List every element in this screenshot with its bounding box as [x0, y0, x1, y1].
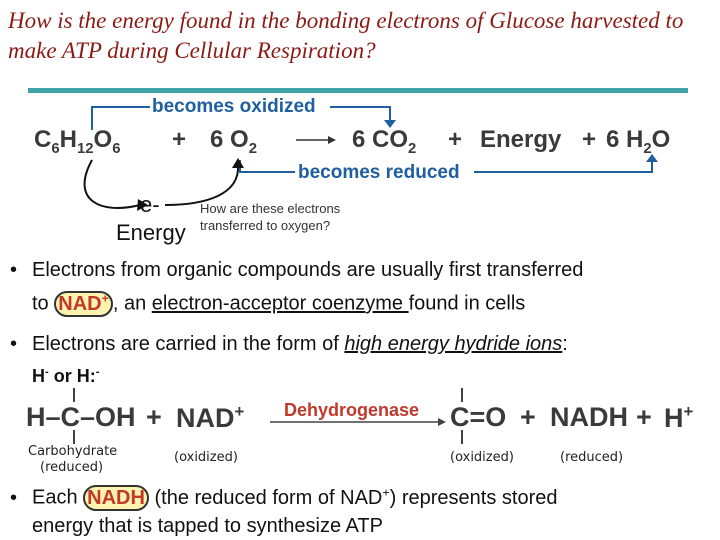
- glucose-formula: $C_6H_{12}O_6$: [34, 126, 121, 157]
- hydride-ions-term: high energy hydride ions: [344, 333, 563, 355]
- carbonyl-group: C=O: [450, 402, 507, 432]
- water-formula: 6 $H_2O$: [606, 126, 671, 157]
- carbohydrate-state-label: (reduced): [40, 460, 104, 475]
- carbonyl-state-label: (oxidized): [450, 450, 514, 465]
- bullet-2-colon: :: [562, 333, 568, 355]
- electron-curve-glucose: [85, 160, 140, 208]
- oxygen-formula: 6 $O_2$: [210, 126, 257, 157]
- slide-title: How is the energy found in the bonding electrons of Glucose harvested to make ATP during Cellular Respiration?: [8, 8, 684, 63]
- nad-plus-reactant: NAD+: [176, 402, 245, 433]
- electron-acceptor-term: electron-acceptor coenzyme: [151, 292, 409, 315]
- carbohydrate-label: Carbohydrate: [28, 444, 118, 459]
- plus-sign: +: [172, 126, 187, 153]
- hydride-forms: H- or H:-: [32, 366, 100, 386]
- bullet-1-suffix: found in cells: [408, 292, 526, 315]
- bullet-dot: •: [10, 333, 18, 355]
- electron-curve-arrowhead-2: [232, 158, 244, 168]
- plus-sign: +: [582, 126, 597, 153]
- nadh-highlight: NADH: [83, 485, 149, 511]
- reduced-bracket-left: [240, 160, 295, 172]
- plus-sign: +: [448, 126, 463, 153]
- reduced-bracket-right: [474, 160, 652, 172]
- dehydrogenase-label: Dehydrogenase: [284, 400, 420, 420]
- bullet-2-start: Electrons are carried in the form of: [32, 333, 345, 355]
- bullet-dot: •: [10, 486, 18, 509]
- question-line-2: transferred to oxygen?: [200, 218, 331, 233]
- hydroxyl-carbon: H–C–OH: [26, 402, 136, 432]
- electron-curve-oxygen: [165, 165, 238, 205]
- becomes-oxidized-label: becomes oxidized: [152, 96, 316, 117]
- question-line-1: How are these electrons: [200, 201, 341, 216]
- bullet-3: [10, 478, 710, 540]
- plus-sign: +: [520, 402, 536, 432]
- dehydrogenase-arrowhead: [438, 418, 446, 426]
- bullet-1: [10, 256, 710, 318]
- plus-sign: +: [636, 402, 652, 432]
- bullet-3-line-2: energy that is tapped to synthesize ATP: [32, 514, 383, 537]
- electron-label: e-: [140, 192, 160, 217]
- question-text: [200, 200, 340, 234]
- bullet-3-start: Each: [32, 486, 84, 509]
- bullet-1-middle: , an: [112, 292, 152, 315]
- bullet-3-rest: (the reduced form of NAD+) represents stored: [148, 485, 558, 509]
- carbon-dioxide-formula: 6 $CO_2$: [352, 126, 417, 157]
- nad-state-label: (oxidized): [174, 450, 238, 465]
- becomes-reduced-label: becomes reduced: [298, 162, 460, 183]
- nad-highlight: NAD+: [54, 291, 113, 317]
- nadh-state-label: (reduced): [560, 450, 624, 465]
- reaction-arrowhead: [328, 136, 336, 144]
- bullet-1-prefix: to: [32, 292, 55, 315]
- plus-sign: +: [146, 402, 162, 432]
- nadh-product: NADH: [550, 402, 628, 432]
- oxidized-bracket-right: [330, 107, 390, 122]
- bullet-dot: •: [10, 259, 18, 281]
- hydrogen-ion: H+: [664, 402, 694, 433]
- energy-product: Energy: [480, 126, 562, 153]
- bullet-1-line-1: Electrons from organic compounds are usually first transferred: [32, 259, 584, 281]
- energy-label: Energy: [116, 220, 186, 245]
